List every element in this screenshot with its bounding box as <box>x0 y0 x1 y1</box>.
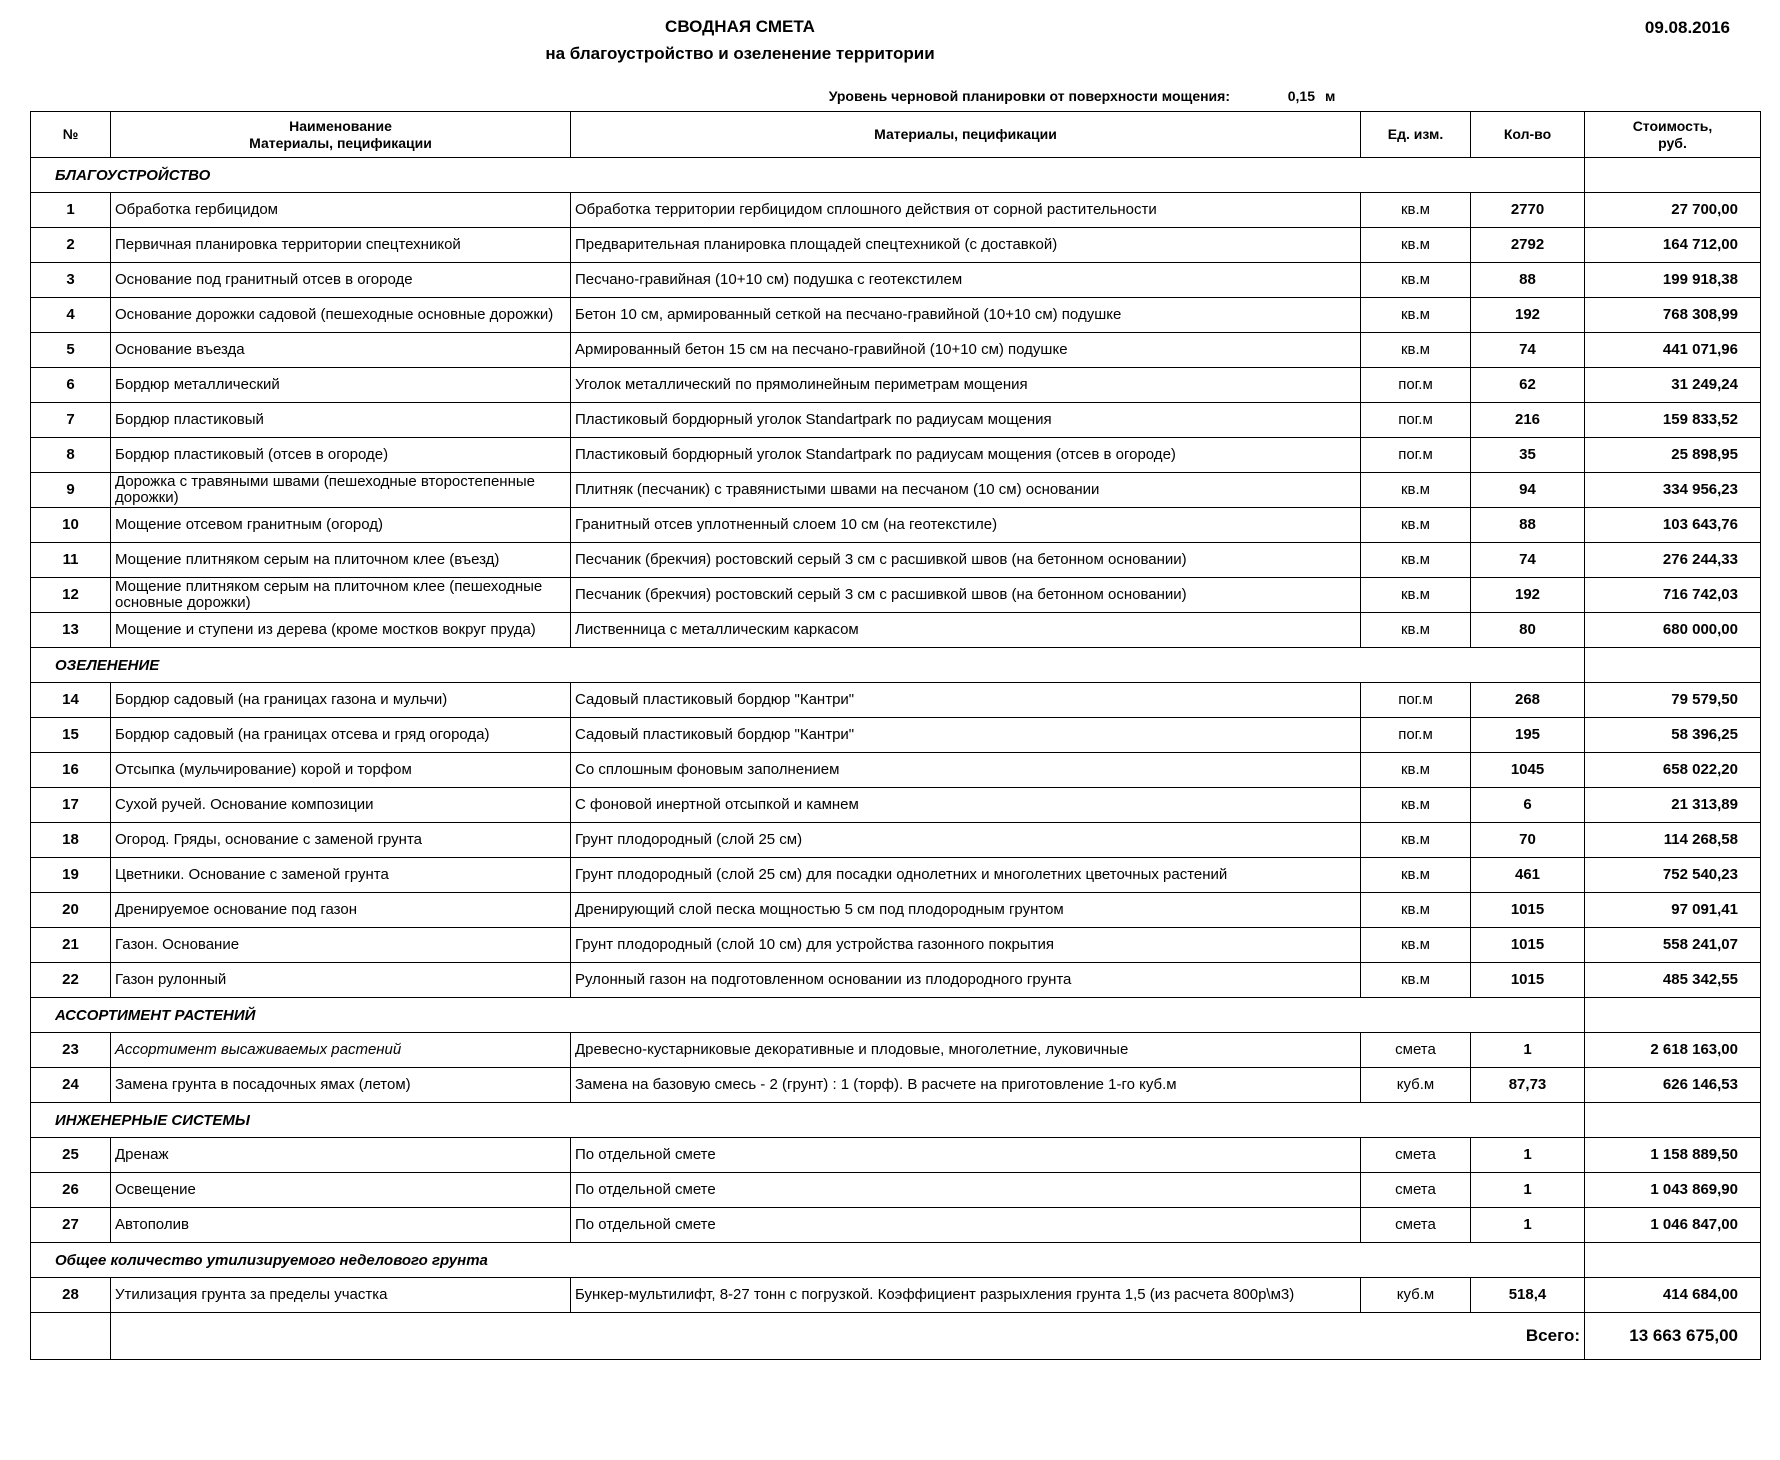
row-number: 9 <box>31 473 111 508</box>
col-cost-header-text: Стоимость, руб. <box>1632 117 1713 151</box>
item-name: Мощение и ступени из дерева (кроме мостков вокруг пруда) <box>111 613 571 648</box>
item-cost: 199 918,38 <box>1585 263 1761 298</box>
item-cost: 79 579,50 <box>1585 683 1761 718</box>
item-name: Основание под гранитный отсев в огороде <box>111 263 571 298</box>
estimate-table <box>30 111 1761 1360</box>
item-spec: Песчано-гравийная (10+10 см) подушка с геотекстилем <box>571 263 1361 298</box>
total-value: 13 663 675,00 <box>1585 1313 1761 1360</box>
item-name: Бордюр садовый (на границах отсева и гряд огорода) <box>111 718 571 753</box>
item-cost: 25 898,95 <box>1585 438 1761 473</box>
table-body <box>31 158 1761 1360</box>
item-cost: 716 742,03 <box>1585 578 1761 613</box>
item-spec: Бетон 10 см, армированный сеткой на песчано-гравийной (10+10 см) подушке <box>571 298 1361 333</box>
section-title: АССОРТИМЕНТ РАСТЕНИЙ <box>31 998 1585 1033</box>
row-number: 14 <box>31 683 111 718</box>
item-unit: кв.м <box>1361 613 1471 648</box>
col-unit-header: Ед. изм. <box>1361 112 1471 158</box>
document-date: 09.08.2016 <box>1644 18 1730 37</box>
item-spec: Садовый пластиковый бордюр "Кантри" <box>571 718 1361 753</box>
item-spec: По отдельной смете <box>571 1208 1361 1243</box>
row-number: 13 <box>31 613 111 648</box>
col-qty-header: Кол-во <box>1471 112 1585 158</box>
table-row <box>31 473 1761 508</box>
item-name: Мощение отсевом гранитным (огород) <box>111 508 571 543</box>
item-quantity: 1 <box>1471 1138 1585 1173</box>
section-row <box>31 158 1761 193</box>
item-name: Автополив <box>111 1208 571 1243</box>
item-cost: 441 071,96 <box>1585 333 1761 368</box>
table-row <box>31 683 1761 718</box>
row-number: 27 <box>31 1208 111 1243</box>
table-row <box>31 543 1761 578</box>
item-cost: 31 249,24 <box>1585 368 1761 403</box>
item-quantity: 88 <box>1471 508 1585 543</box>
row-number: 10 <box>31 508 111 543</box>
row-number: 4 <box>31 298 111 333</box>
table-row <box>31 928 1761 963</box>
item-quantity: 6 <box>1471 788 1585 823</box>
item-unit: кв.м <box>1361 193 1471 228</box>
col-num-header: № <box>31 112 111 158</box>
item-name: Отсыпка (мульчирование) корой и торфом <box>111 753 571 788</box>
item-quantity: 1045 <box>1471 753 1585 788</box>
item-cost: 658 022,20 <box>1585 753 1761 788</box>
item-spec: Замена на базовую смесь - 2 (грунт) : 1 (торф). В расчете на приготовление 1-го куб.м <box>571 1068 1361 1103</box>
section-cost-cell <box>1585 1103 1761 1138</box>
item-spec: Армированный бетон 15 см на песчано-гравийной (10+10 см) подушке <box>571 333 1361 368</box>
item-spec: Со сплошным фоновым заполнением <box>571 753 1361 788</box>
level-note <box>760 88 1510 104</box>
item-name: Ассортимент высаживаемых растений <box>111 1033 571 1068</box>
table-row <box>31 1173 1761 1208</box>
row-number: 3 <box>31 263 111 298</box>
table-row <box>31 298 1761 333</box>
item-quantity: 192 <box>1471 298 1585 333</box>
item-quantity: 192 <box>1471 578 1585 613</box>
item-unit: кв.м <box>1361 823 1471 858</box>
item-quantity: 74 <box>1471 543 1585 578</box>
item-cost: 21 313,89 <box>1585 788 1761 823</box>
table-row <box>31 823 1761 858</box>
item-spec: С фоновой инертной отсыпкой и камнем <box>571 788 1361 823</box>
item-name: Бордюр пластиковый <box>111 403 571 438</box>
item-quantity: 2770 <box>1471 193 1585 228</box>
item-cost: 768 308,99 <box>1585 298 1761 333</box>
item-spec: Садовый пластиковый бордюр "Кантри" <box>571 683 1361 718</box>
item-quantity: 195 <box>1471 718 1585 753</box>
item-cost: 626 146,53 <box>1585 1068 1761 1103</box>
section-row <box>31 1243 1761 1278</box>
table-row <box>31 858 1761 893</box>
item-cost: 680 000,00 <box>1585 613 1761 648</box>
row-number: 24 <box>31 1068 111 1103</box>
row-number: 20 <box>31 893 111 928</box>
item-cost: 752 540,23 <box>1585 858 1761 893</box>
row-number: 23 <box>31 1033 111 1068</box>
table-row <box>31 368 1761 403</box>
row-number: 5 <box>31 333 111 368</box>
col-name-header-text: Наименование Материалы, пецификации <box>249 117 432 151</box>
item-spec: Бункер-мультилифт, 8-27 тонн с погрузкой. Коэффициент разрыхления грунта 1,5 (из расчета 800р\м3) <box>571 1278 1361 1313</box>
table-row <box>31 1278 1761 1313</box>
row-number: 21 <box>31 928 111 963</box>
item-quantity: 1015 <box>1471 963 1585 998</box>
item-quantity: 74 <box>1471 333 1585 368</box>
item-quantity: 216 <box>1471 403 1585 438</box>
table-row <box>31 893 1761 928</box>
item-cost: 1 046 847,00 <box>1585 1208 1761 1243</box>
item-unit: кв.м <box>1361 543 1471 578</box>
item-unit: кв.м <box>1361 578 1471 613</box>
item-cost: 2 618 163,00 <box>1585 1033 1761 1068</box>
table-row <box>31 508 1761 543</box>
item-name: Основание дорожки садовой (пешеходные основные дорожки) <box>111 298 571 333</box>
level-unit: м <box>1325 88 1336 104</box>
item-quantity: 1 <box>1471 1033 1585 1068</box>
row-number: 1 <box>31 193 111 228</box>
page-title: СВОДНАЯ СМЕТА <box>665 17 815 36</box>
item-cost: 485 342,55 <box>1585 963 1761 998</box>
item-quantity: 1015 <box>1471 928 1585 963</box>
item-spec: Рулонный газон на подготовленном основании из плодородного грунта <box>571 963 1361 998</box>
item-unit: кв.м <box>1361 753 1471 788</box>
item-name: Газон. Основание <box>111 928 571 963</box>
table-row <box>31 263 1761 298</box>
total-empty-cell <box>31 1313 111 1360</box>
item-cost: 97 091,41 <box>1585 893 1761 928</box>
row-number: 15 <box>31 718 111 753</box>
item-spec: Грунт плодородный (слой 10 см) для устройства газонного покрытия <box>571 928 1361 963</box>
item-unit: смета <box>1361 1138 1471 1173</box>
item-name: Бордюр металлический <box>111 368 571 403</box>
section-title: ИНЖЕНЕРНЫЕ СИСТЕМЫ <box>31 1103 1585 1138</box>
item-name: Мощение плитняком серым на плиточном клее (въезд) <box>111 543 571 578</box>
section-row <box>31 998 1761 1033</box>
item-name: Первичная планировка территории спецтехникой <box>111 228 571 263</box>
item-unit: пог.м <box>1361 438 1471 473</box>
item-cost: 27 700,00 <box>1585 193 1761 228</box>
item-unit: куб.м <box>1361 1068 1471 1103</box>
table-row <box>31 438 1761 473</box>
item-quantity: 62 <box>1471 368 1585 403</box>
item-unit: кв.м <box>1361 928 1471 963</box>
item-spec: Песчаник (брекчия) ростовский серый 3 см с расшивкой швов (на бетонном основании) <box>571 578 1361 613</box>
item-name: Сухой ручей. Основание композиции <box>111 788 571 823</box>
item-quantity: 70 <box>1471 823 1585 858</box>
section-row <box>31 1103 1761 1138</box>
item-quantity: 2792 <box>1471 228 1585 263</box>
item-name: Бордюр пластиковый (отсев в огороде) <box>111 438 571 473</box>
item-cost: 159 833,52 <box>1585 403 1761 438</box>
item-unit: смета <box>1361 1033 1471 1068</box>
row-number: 18 <box>31 823 111 858</box>
table-row <box>31 1208 1761 1243</box>
item-quantity: 94 <box>1471 473 1585 508</box>
item-cost: 276 244,33 <box>1585 543 1761 578</box>
item-cost: 334 956,23 <box>1585 473 1761 508</box>
row-number: 7 <box>31 403 111 438</box>
item-unit: куб.м <box>1361 1278 1471 1313</box>
item-spec: Грунт плодородный (слой 25 см) для посадки однолетних и многолетних цветочных растений <box>571 858 1361 893</box>
level-value: 0,15 <box>1287 88 1315 104</box>
item-quantity: 1015 <box>1471 893 1585 928</box>
row-number: 11 <box>31 543 111 578</box>
row-number: 8 <box>31 438 111 473</box>
row-number: 16 <box>31 753 111 788</box>
item-quantity: 268 <box>1471 683 1585 718</box>
item-unit: кв.м <box>1361 298 1471 333</box>
item-quantity: 88 <box>1471 263 1585 298</box>
table-row <box>31 403 1761 438</box>
item-unit: кв.м <box>1361 333 1471 368</box>
section-cost-cell <box>1585 998 1761 1033</box>
table-row <box>31 193 1761 228</box>
item-name: Дренируемое основание под газон <box>111 893 571 928</box>
table-row <box>31 788 1761 823</box>
section-cost-cell <box>1585 1243 1761 1278</box>
item-cost: 1 043 869,90 <box>1585 1173 1761 1208</box>
row-number: 17 <box>31 788 111 823</box>
item-spec: Гранитный отсев уплотненный слоем 10 см (на геотекстиле) <box>571 508 1361 543</box>
row-number: 26 <box>31 1173 111 1208</box>
table-header-row <box>31 112 1761 158</box>
item-unit: кв.м <box>1361 963 1471 998</box>
section-title: БЛАГОУСТРОЙСТВО <box>31 158 1585 193</box>
section-cost-cell <box>1585 648 1761 683</box>
item-cost: 414 684,00 <box>1585 1278 1761 1313</box>
item-quantity: 1 <box>1471 1173 1585 1208</box>
table-row <box>31 718 1761 753</box>
item-spec: Песчаник (брекчия) ростовский серый 3 см с расшивкой швов (на бетонном основании) <box>571 543 1361 578</box>
item-cost: 164 712,00 <box>1585 228 1761 263</box>
item-unit: кв.м <box>1361 858 1471 893</box>
item-cost: 103 643,76 <box>1585 508 1761 543</box>
item-quantity: 518,4 <box>1471 1278 1585 1313</box>
item-unit: пог.м <box>1361 368 1471 403</box>
item-quantity: 80 <box>1471 613 1585 648</box>
page-subtitle: на благоустройство и озеленение территории <box>545 44 935 63</box>
item-unit: кв.м <box>1361 508 1471 543</box>
col-spec-header: Материалы, пецификации <box>571 112 1361 158</box>
item-name: Цветники. Основание с заменой грунта <box>111 858 571 893</box>
item-quantity: 461 <box>1471 858 1585 893</box>
item-cost: 1 158 889,50 <box>1585 1138 1761 1173</box>
row-number: 25 <box>31 1138 111 1173</box>
item-unit: пог.м <box>1361 718 1471 753</box>
table-row <box>31 1138 1761 1173</box>
item-name: Замена грунта в посадочных ямах (летом) <box>111 1068 571 1103</box>
item-quantity: 1 <box>1471 1208 1585 1243</box>
item-name: Огород. Гряды, основание с заменой грунта <box>111 823 571 858</box>
row-number: 12 <box>31 578 111 613</box>
item-cost: 558 241,07 <box>1585 928 1761 963</box>
item-unit: кв.м <box>1361 473 1471 508</box>
item-unit: смета <box>1361 1208 1471 1243</box>
item-name: Бордюр садовый (на границах газона и мульчи) <box>111 683 571 718</box>
item-spec: Лиственница с металлическим каркасом <box>571 613 1361 648</box>
table-row <box>31 1033 1761 1068</box>
item-spec: Грунт плодородный (слой 25 см) <box>571 823 1361 858</box>
row-number: 28 <box>31 1278 111 1313</box>
row-number: 22 <box>31 963 111 998</box>
item-name: Дорожка с травяными швами (пешеходные второстепенные дорожки) <box>111 473 571 508</box>
table-row <box>31 333 1761 368</box>
item-spec: Обработка территории гербицидом сплошного действия от сорной растительности <box>571 193 1361 228</box>
item-quantity: 87,73 <box>1471 1068 1585 1103</box>
item-name: Мощение плитняком серым на плиточном клее (пешеходные основные дорожки) <box>111 578 571 613</box>
item-spec: Уголок металлический по прямолинейным периметрам мощения <box>571 368 1361 403</box>
item-spec: Древесно-кустарниковые декоративные и плодовые, многолетние, луковичные <box>571 1033 1361 1068</box>
table-row <box>31 228 1761 263</box>
item-name: Утилизация грунта за пределы участка <box>111 1278 571 1313</box>
item-name: Освещение <box>111 1173 571 1208</box>
table-row <box>31 963 1761 998</box>
item-unit: кв.м <box>1361 263 1471 298</box>
item-name: Обработка гербицидом <box>111 193 571 228</box>
level-label: Уровень черновой планировки от поверхности мощения: <box>828 88 1230 104</box>
item-spec: Плитняк (песчаник) с травянистыми швами на песчаном (10 см) основании <box>571 473 1361 508</box>
row-number: 19 <box>31 858 111 893</box>
item-name: Основание въезда <box>111 333 571 368</box>
row-number: 2 <box>31 228 111 263</box>
table-row <box>31 753 1761 788</box>
item-spec: По отдельной смете <box>571 1138 1361 1173</box>
item-spec: Пластиковый бордюрный уголок Standartpark по радиусам мощения <box>571 403 1361 438</box>
item-unit: пог.м <box>1361 683 1471 718</box>
table-row <box>31 578 1761 613</box>
item-quantity: 35 <box>1471 438 1585 473</box>
section-title: Общее количество утилизируемого неделового грунта <box>31 1243 1585 1278</box>
total-label: Всего: <box>111 1313 1585 1360</box>
item-name: Газон рулонный <box>111 963 571 998</box>
col-cost-header <box>1585 112 1761 158</box>
item-spec: Пластиковый бордюрный уголок Standartpark по радиусам мощения (отсев в огороде) <box>571 438 1361 473</box>
section-row <box>31 648 1761 683</box>
item-unit: смета <box>1361 1173 1471 1208</box>
item-spec: Дренирующий слой песка мощностью 5 см под плодородным грунтом <box>571 893 1361 928</box>
row-number: 6 <box>31 368 111 403</box>
item-name: Дренаж <box>111 1138 571 1173</box>
item-spec: Предварительная планировка площадей спецтехникой (с доставкой) <box>571 228 1361 263</box>
item-unit: кв.м <box>1361 788 1471 823</box>
table-row <box>31 1068 1761 1103</box>
item-cost: 58 396,25 <box>1585 718 1761 753</box>
item-unit: кв.м <box>1361 893 1471 928</box>
item-spec: По отдельной смете <box>571 1173 1361 1208</box>
col-name-header <box>111 112 571 158</box>
section-title: ОЗЕЛЕНЕНИЕ <box>31 648 1585 683</box>
item-unit: кв.м <box>1361 228 1471 263</box>
total-row <box>31 1313 1761 1360</box>
item-unit: пог.м <box>1361 403 1471 438</box>
section-cost-cell <box>1585 158 1761 193</box>
table-row <box>31 613 1761 648</box>
item-cost: 114 268,58 <box>1585 823 1761 858</box>
